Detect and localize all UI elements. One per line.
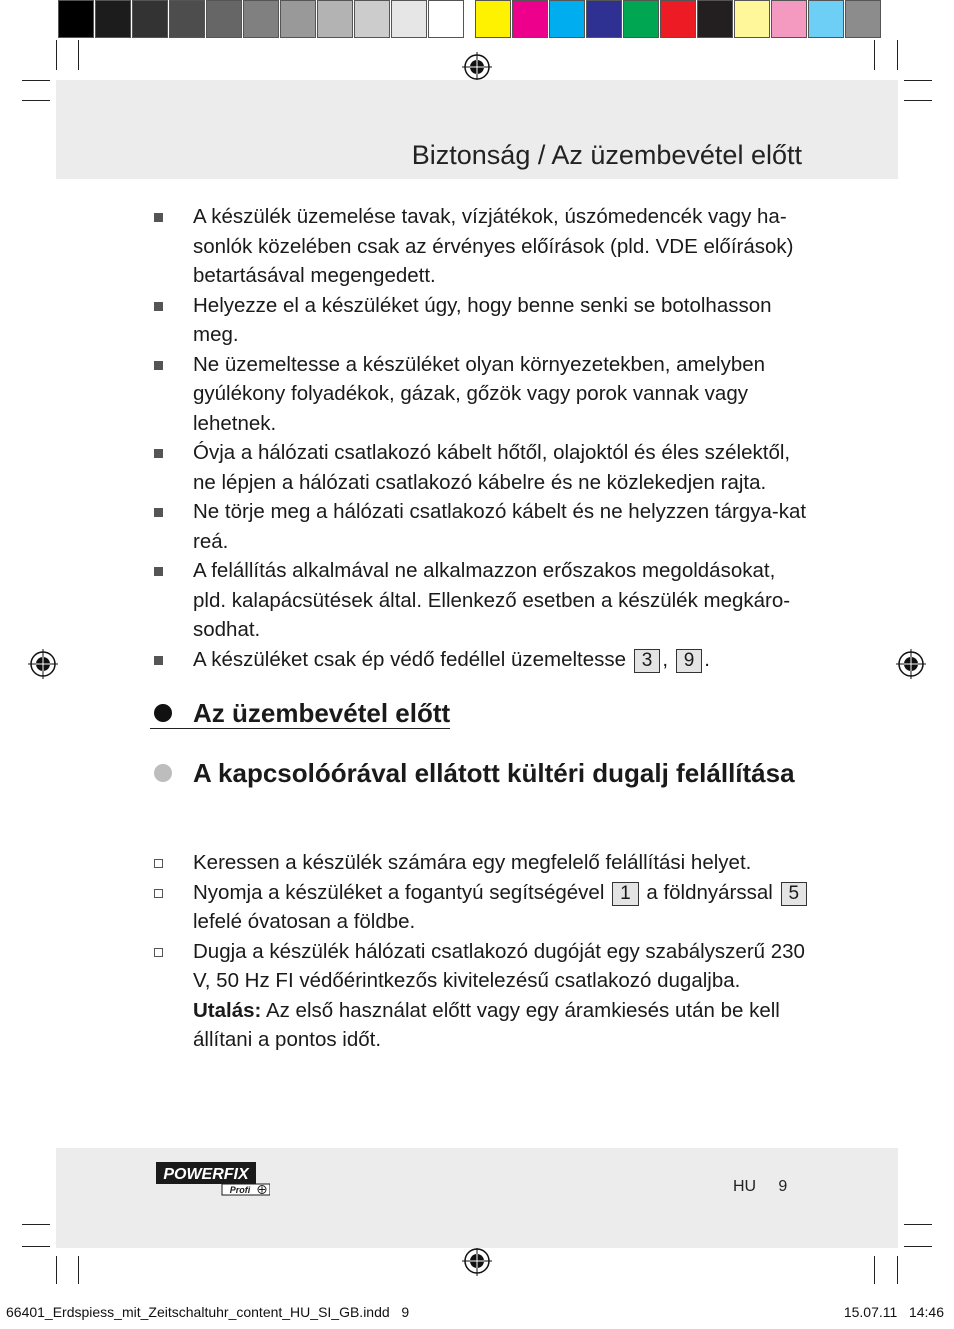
list-item-text: Nyomja a készüléket a fogantyú segítségével: [193, 880, 605, 904]
list-item: [150, 438, 810, 497]
color-swatch: [771, 0, 807, 38]
safety-list: [150, 202, 810, 674]
crop-mark: [897, 40, 898, 70]
setup-steps: [150, 848, 810, 1055]
square-bullet-icon: [154, 213, 163, 222]
registration-mark-icon: [462, 1246, 492, 1276]
crop-mark: [904, 100, 932, 101]
color-swatch: [549, 0, 585, 38]
crop-mark: [78, 40, 79, 70]
color-swatch: [169, 0, 205, 38]
square-bullet-icon: [154, 449, 163, 458]
file-slug: 66401_Erdspiess_mit_Zeitschaltuhr_content_HU_SI_GB.indd 9: [6, 1304, 410, 1320]
list-item: [150, 497, 810, 556]
registration-mark-icon: [462, 52, 492, 82]
note-label: Utalás:: [193, 998, 262, 1022]
color-swatch: [132, 0, 168, 38]
list-item: [150, 878, 810, 937]
square-bullet-icon: [154, 508, 163, 517]
crop-mark: [904, 1224, 932, 1225]
crop-mark: [22, 1246, 50, 1247]
color-swatch: [660, 0, 696, 38]
list-item-text: A felállítás alkalmával ne alkalmazzon erőszakos megoldásokat, pld. kalapácsütések által. Ellenkező esetben a készülék megkáro-sodhat.: [193, 559, 791, 641]
color-swatch: [95, 0, 131, 38]
list-item: [150, 202, 810, 291]
list-item-text: Ne törje meg a hálózati csatlakozó kábelt és ne helyzzen tárgya-kat reá.: [193, 500, 807, 553]
list-item-text: lefelé óvatosan a földbe.: [193, 910, 416, 933]
color-swatch: [58, 0, 94, 38]
checkbox-bullet-icon: [154, 859, 163, 868]
color-swatch: [512, 0, 548, 38]
list-item-text: Helyezze el a készüléket úgy, hogy benne senki se botolhasson meg.: [193, 293, 772, 346]
date-slug: 15.07.11 14:46: [843, 1304, 944, 1320]
color-swatch: [845, 0, 881, 38]
crop-mark: [22, 100, 50, 101]
list-item: [150, 556, 810, 645]
section-heading-setup: [150, 758, 813, 788]
crop-mark: [22, 1224, 50, 1225]
heading-text: A kapcsolóórával ellátott kültéri dugalj felállítása: [193, 758, 795, 788]
list-item: [150, 848, 810, 878]
swatch-gap: [465, 0, 475, 38]
color-swatch: [475, 0, 511, 38]
list-item: [150, 291, 810, 350]
color-swatch: [734, 0, 770, 38]
section-heading-before-use: [150, 698, 450, 729]
page-number: [733, 1178, 787, 1196]
color-swatch: [317, 0, 353, 38]
square-bullet-icon: [154, 656, 163, 665]
registration-mark-icon: [896, 649, 926, 679]
color-swatch: [206, 0, 242, 38]
color-calibration-bar: [58, 0, 882, 38]
color-swatch: [280, 0, 316, 38]
list-item-text: Óvja a hálózati csatlakozó kábelt hőtől, olajoktól és éles szélektől, ne lépjen a hálózati csatlakozó kábelre és ne közlekedjen rajta.: [193, 441, 791, 494]
square-bullet-icon: [154, 361, 163, 370]
crop-mark: [904, 1246, 932, 1247]
color-swatch: [391, 0, 427, 38]
crop-mark: [78, 1256, 79, 1284]
list-item: [150, 350, 810, 439]
powerfix-logo: [156, 1162, 270, 1196]
crop-mark: [22, 80, 50, 81]
list-item: [150, 937, 810, 1055]
list-item-text: A készüléket csak ép védő fedéllel üzemeltesse: [193, 647, 627, 671]
list-item-text: Keressen a készülék számára egy megfelelő felállítási helyet.: [193, 851, 752, 874]
color-swatch: [623, 0, 659, 38]
color-swatch: [354, 0, 390, 38]
registration-mark-icon: [28, 649, 58, 679]
heading-bullet-icon: [154, 764, 172, 782]
crop-mark: [874, 1256, 875, 1284]
checkbox-bullet-icon: [154, 948, 163, 957]
part-reference: 1: [612, 882, 639, 906]
separator: ,: [662, 647, 669, 671]
color-swatch: [697, 0, 733, 38]
page-index: 9: [778, 1178, 788, 1195]
checkbox-bullet-icon: [154, 889, 163, 898]
svg-text:POWERFIX: POWERFIX: [163, 1166, 249, 1183]
list-item-text: a földnyárssal: [646, 880, 773, 904]
crop-mark: [904, 80, 932, 81]
square-bullet-icon: [154, 302, 163, 311]
note-text: Az első használat előtt vagy egy áramkiesés után be kell állítani a pontos időt.: [193, 998, 780, 1051]
color-swatch: [808, 0, 844, 38]
svg-text:Profi: Profi: [229, 1185, 251, 1195]
page-title: Biztonság / Az üzembevétel előtt: [411, 140, 802, 170]
color-swatch: [586, 0, 622, 38]
list-item: [150, 645, 810, 675]
crop-mark: [56, 1256, 57, 1284]
square-bullet-icon: [154, 567, 163, 576]
crop-mark: [56, 40, 57, 70]
color-swatch: [243, 0, 279, 38]
period: .: [704, 647, 710, 671]
heading-bullet-icon: [154, 704, 172, 722]
color-swatch: [428, 0, 464, 38]
list-item-text: Ne üzemeltesse a készüléket olyan környezetekben, amelyben gyúlékony folyadékok, gázak, gőzök vagy porok vannak vagy lehetnek.: [193, 352, 766, 435]
part-reference: 5: [781, 882, 808, 906]
part-reference: 9: [676, 649, 703, 673]
part-reference: 3: [634, 649, 661, 673]
crop-mark: [874, 40, 875, 70]
list-item-text: A készülék üzemelése tavak, vízjátékok, úszómedencék vagy ha-sonlók közelében csak az érvényes előírások (pld. VDE előírások) betartásával megengedett.: [193, 205, 794, 287]
heading-text: Az üzembevétel előtt: [193, 698, 451, 728]
list-item-text: Dugja a készülék hálózati csatlakozó dugóját egy szabályszerű 230 V, 50 Hz FI védőérintkezős kivitelezésű csatlakozó dugaljba.: [193, 939, 805, 992]
crop-mark: [897, 1256, 898, 1284]
language-code: HU: [733, 1178, 757, 1195]
